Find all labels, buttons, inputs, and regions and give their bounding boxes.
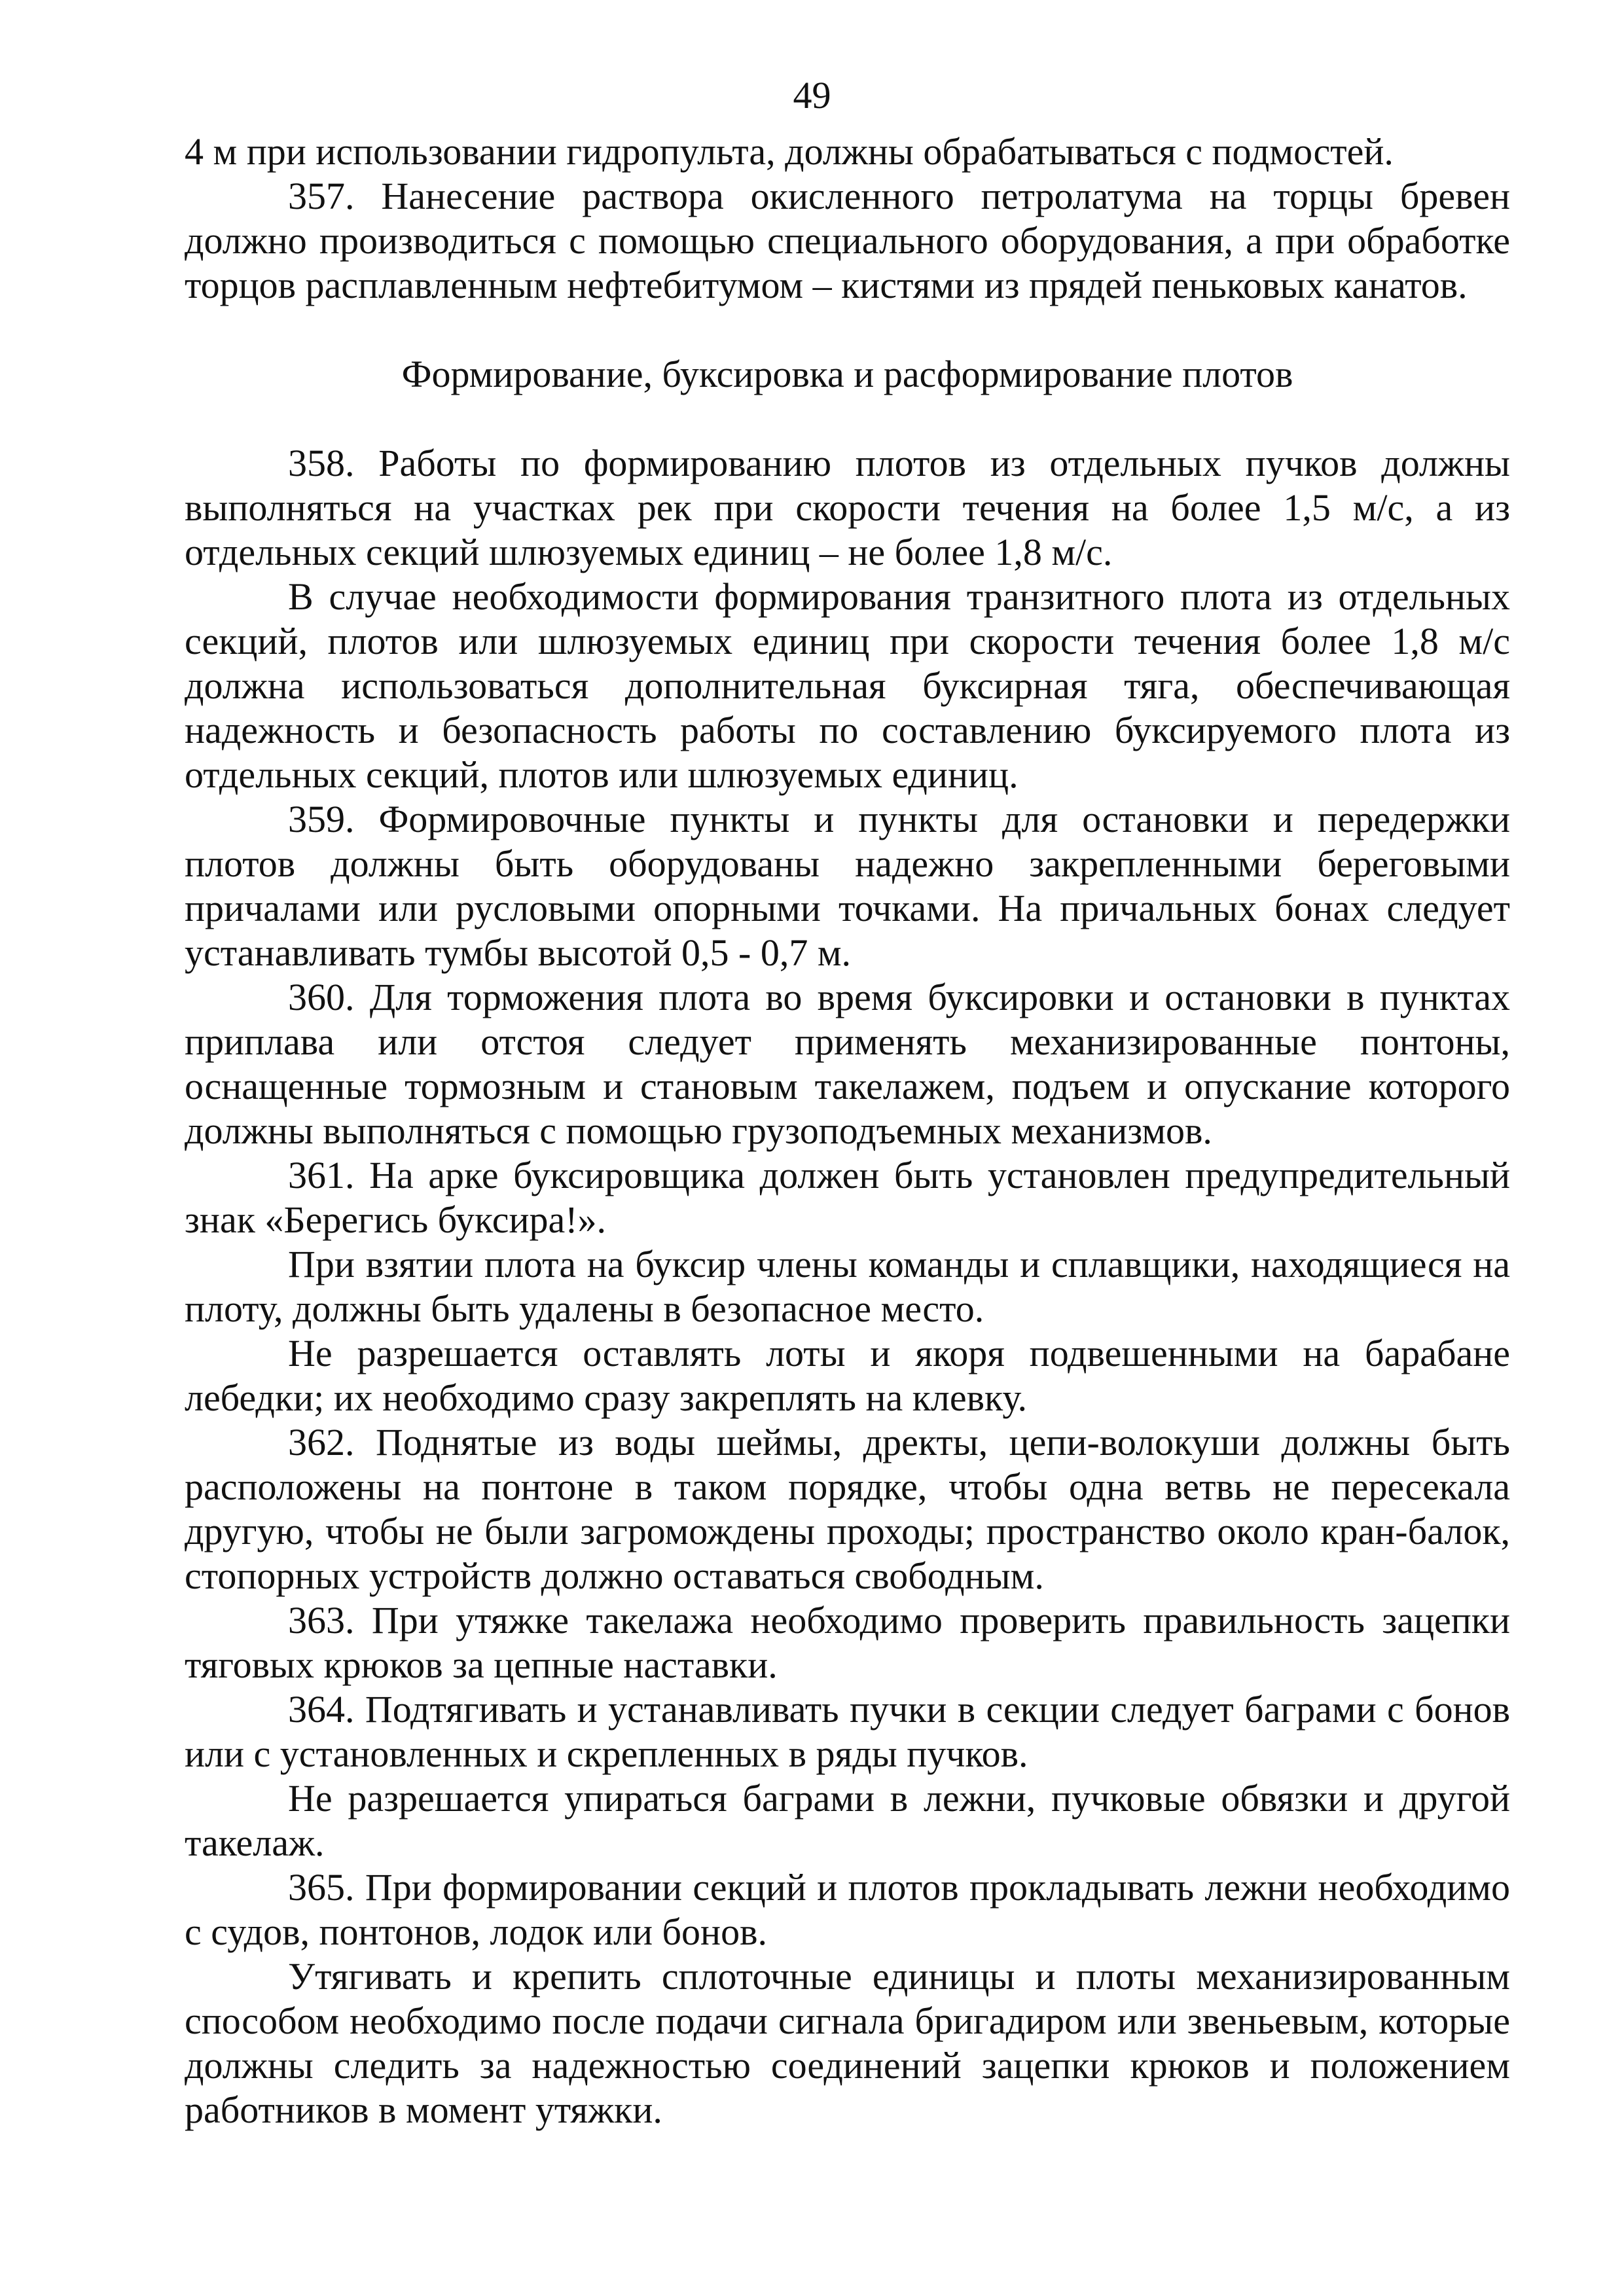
paragraph-365: 365. При формировании секций и плотов прокладывать лежни необходимо с судов, понтонов, лодок или бонов. [185, 1866, 1510, 1953]
paragraph-359: 359. Формировочные пункты и пункты для остановки и передержки плотов должны быть оборудованы надежно закрепленными береговыми причалами или русловыми опорными точками. На причальных бонах следует устанавливать тумбы высотой 0,5 - 0,7 м. [185, 798, 1510, 974]
paragraph-357: 357. Нанесение раствора окисленного петролатума на торцы бревен должно производиться с помощью специального оборудования, а при обработке торцов расплавленным нефтебитумом – кистями из прядей пеньковых канатов. [185, 175, 1510, 306]
paragraph-358-b: В случае необходимости формирования транзитного плота из отдельных секций, плотов или шлюзуемых единиц при скорости течения более 1,8 м/с должна использоваться дополнительная буксирная тяга, обеспечивающая надежность и безопасность работы по составлению буксируемого плота из отдельных секций, плотов или шлюзуемых единиц. [185, 575, 1510, 796]
paragraph-361: 361. На арке буксировщика должен быть установлен предупредительный знак «Берегись буксира!». [185, 1154, 1510, 1241]
paragraph-continuation: 4 м при использовании гидропульта, должны обрабатываться с подмостей. [185, 130, 1394, 173]
paragraph-363: 363. При утяжке такелажа необходимо проверить правильность зацепки тяговых крюков за цепные наставки. [185, 1599, 1510, 1686]
paragraph-362: 362. Поднятые из воды шеймы, дректы, цепи-волокуши должны быть расположены на понтоне в таком порядке, чтобы одна ветвь не пересекала другую, чтобы не были загромождены проходы; пространство около кран-балок, стопорных устройств должно оставаться свободным. [185, 1421, 1510, 1597]
document-body [185, 130, 1510, 2132]
paragraph-361-c: Не разрешается оставлять лоты и якоря подвешенными на барабане лебедки; их необходимо сразу закреплять на клевку. [185, 1332, 1510, 1419]
paragraph-364-b: Не разрешается упираться баграми в лежни, пучковые обвязки и другой такелаж. [185, 1777, 1510, 1864]
section-heading: Формирование, буксировка и расформирование плотов [401, 353, 1293, 395]
paragraph-361-b: При взятии плота на буксир члены команды и сплавщики, находящиеся на плоту, должны быть удалены в безопасное место. [185, 1243, 1510, 1330]
paragraph-365-b: Утягивать и крепить сплоточные единицы и плоты механизированным способом необходимо после подачи сигнала бригадиром или звеньевым, которые должны следить за надежностью соединений зацепки крюков и положением работников в момент утяжки. [185, 1955, 1510, 2131]
paragraph-360: 360. Для торможения плота во время буксировки и остановки в пунктах приплава или отстоя следует применять механизированные понтоны, оснащенные тормозным и становым такелажем, подъем и опускание которого должны выполняться с помощью грузоподъемных механизмов. [185, 976, 1510, 1152]
page-number: 49 [793, 74, 831, 117]
paragraph-364: 364. Подтягивать и устанавливать пучки в секции следует баграми с бонов или с установленных и скрепленных в ряды пучков. [185, 1688, 1510, 1775]
paragraph-358: 358. Работы по формированию плотов из отдельных пучков должны выполняться на участках рек при скорости течения на более 1,5 м/с, а из отдельных секций шлюзуемых единиц – не более 1,8 м/с. [185, 442, 1510, 573]
